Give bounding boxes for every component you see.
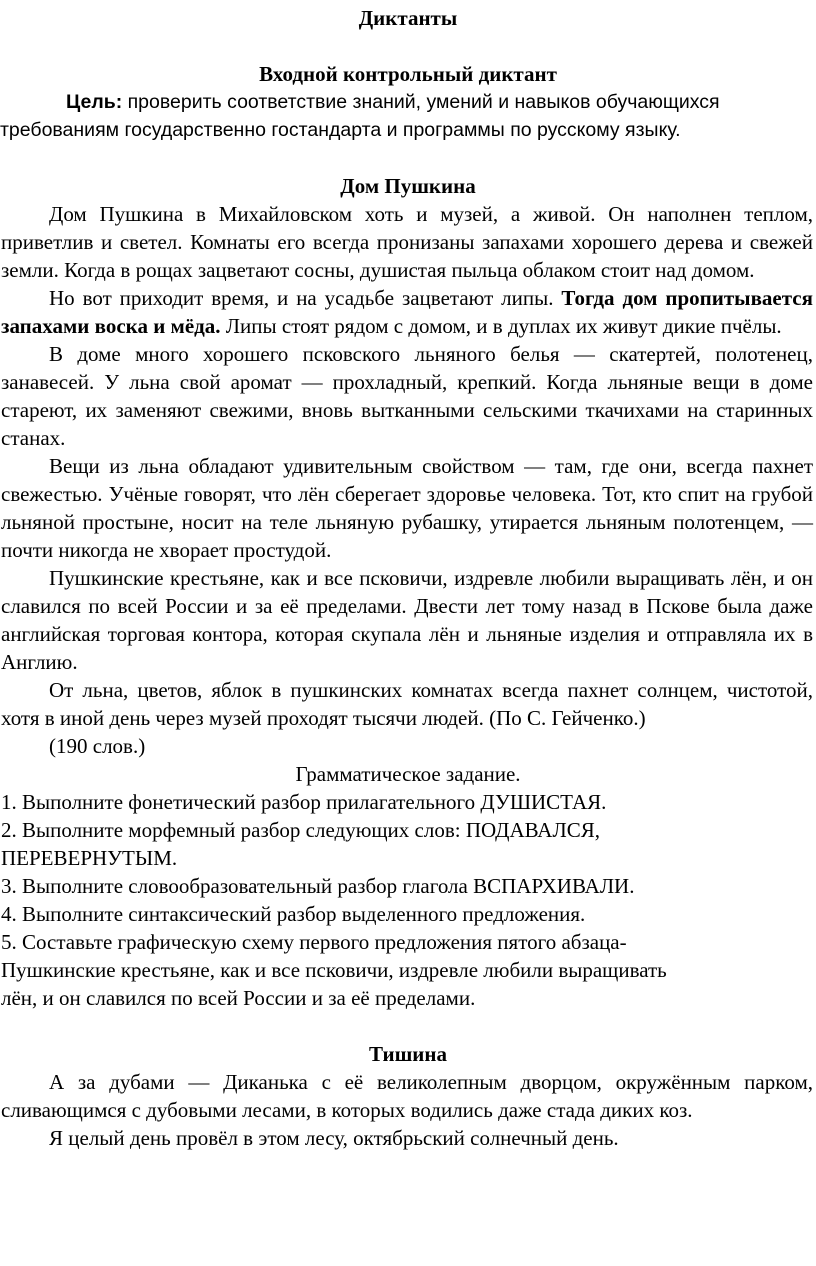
task-item: ПЕРЕВЕРНУТЫМ. [1, 846, 178, 870]
paragraph-6: От льна, цветов, яблок в пушкинских комнатах всегда пахнет солнцем, чистотой, хотя в иной день через музей проходят тысячи людей. (По С. Гейченко.) [1, 678, 813, 730]
goal-label: Цель: [66, 91, 123, 113]
highlighted-sentence: Тогда дом пропитывается запахами воска и мёда. [1, 286, 813, 338]
task-item: 1. Выполните фонетический разбор прилагательного ДУШИСТАЯ. [1, 790, 607, 814]
paragraph-4: Вещи из льна обладают удивительным свойством — там, где они, всегда пахнет свежестью. Учёные говорят, что лён сберегает здоровье человека. Тот, кто спит на грубой льняной простыне, носит на теле льняную рубашку, утирается льняным полотенцем, — почти никогда не хворает простудой. [1, 454, 813, 562]
spacer [0, 144, 816, 172]
dictation-heading: Входной контрольный диктант [259, 62, 557, 86]
task-item: Пушкинские крестьяне, как и все псковичи, издревле любили выращивать [1, 958, 667, 982]
paragraph-5: Пушкинские крестьяне, как и все псковичи, издревле любили выращивать лён, и он славился по всей России и за её пределами. Двести лет тому назад в Пскове была даже английская торговая контора, которая скупала лён и льняные изделия и отправляла их в Англию. [1, 566, 813, 674]
task-item: 5. Составьте графическую схему первого предложения пятого абзаца- [1, 930, 627, 954]
paragraph-2 [0, 284, 816, 340]
spacer [0, 1012, 816, 1040]
task-item: 2. Выполните морфемный разбор следующих слов: ПОДАВАЛСЯ, [1, 818, 600, 842]
goal-line-2: требованиям государственно гостандарта и программы по русскому языку. [0, 119, 681, 141]
paragraph-1: Дом Пушкина в Михайловском хоть и музей, а живой. Он наполнен теплом, приветлив и светел. Комнаты его всегда пронизаны запахами хорошего дерева и свежей земли. Когда в рощах зацветают сосны, душистая пыльца облаком стоит над домом. [1, 202, 813, 282]
paragraph-2-start: Но вот приходит время, и на усадьбе зацветают липы. [49, 286, 562, 310]
document-title: Диктанты [358, 6, 458, 30]
text-title-pushkin-house: Дом Пушкина [340, 174, 476, 198]
task-item: 3. Выполните словообразовательный разбор глагола ВСПАРХИВАЛИ. [1, 874, 635, 898]
spacer [0, 32, 816, 60]
goal-text: проверить соответствие знаний, умений и навыков обучающихся [122, 91, 720, 113]
paragraph-3: В доме много хорошего псковского льняного белья — скатертей, полотенец, занавесей. У льна свой аромат — прохладный, крепкий. Когда льняные вещи в доме стареют, их заменяют свежими, вновь вытканными сельскими ткачихами на старинных станах. [1, 342, 813, 450]
word-count: (190 слов.) [49, 734, 146, 758]
text-title-silence: Тишина [368, 1042, 447, 1066]
goal-line-1 [0, 88, 816, 116]
paragraph-2-end: Липы стоят рядом с домом, и в дуплах их живут дикие пчёлы. [220, 314, 782, 338]
task-item: лён, и он славился по всей России и за её пределами. [1, 986, 476, 1010]
tasks-title: Грамматическое задание. [295, 762, 521, 786]
paragraph-silence-2: Я целый день провёл в этом лесу, октябрьский солнечный день. [49, 1126, 619, 1150]
task-item: 4. Выполните синтаксический разбор выделенного предложения. [1, 902, 586, 926]
paragraph-silence-1: А за дубами — Диканька с её великолепным дворцом, окружённым парком, сливающимся с дубовыми лесами, в которых водились даже стада диких коз. [1, 1070, 813, 1122]
